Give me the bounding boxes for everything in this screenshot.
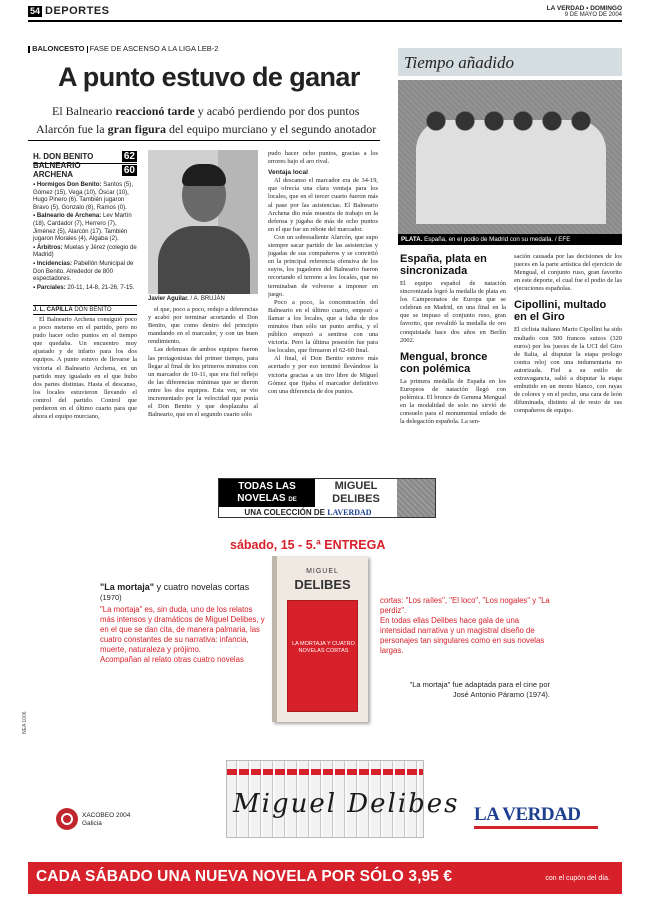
byline: J. L. CAPILLA DON BENITO bbox=[33, 305, 137, 315]
article-kicker bbox=[28, 44, 218, 53]
xacobeo-mark bbox=[61, 813, 73, 825]
article-subhead: Ventaja local bbox=[268, 169, 308, 177]
xacobeo-text: XACOBEO 2004 Galicia bbox=[82, 812, 131, 827]
sheet-item: ▪ Balneario de Archena: Lev Martín (18), Cardador (7), Herrero (7), Jiménez (5), Alarcón (17). También jugaron Morales (4), Algaba (2). bbox=[33, 212, 132, 243]
player-body bbox=[158, 226, 250, 294]
work-description-right-top: cortas: "Los raíles", "El loco", "Los nogales" y "La perdiz". bbox=[380, 596, 550, 615]
page-number: 54 bbox=[29, 6, 40, 16]
kicker-competition: FASE DE ASCENSO A LA LIGA LEB-2 bbox=[89, 44, 219, 53]
deck-rule bbox=[28, 140, 380, 141]
article-column-1: El Balneario Archena consiguió poco a poco meterse en el partido, pero no pudo hacer ocho puntos en el tiempo que quedaba. Un encuentro muy ajustado y de infarto para los dos equipos. A punto estuvo de llevarse la victoria el Balneario Archena, en un partido muy igualado en el que hubo dos partes distintas. Hasta el descanso, los locales estuvieron llevando el control del partido. Control que perdieron en el último cuarto para que ahora el equipo murciano, bbox=[33, 316, 137, 421]
work-description: "La mortaja" es, sin duda, uno de los relatos más intensos y dramáticos de Miguel Delibes, y en el que se dan cita, de manera palmaria, las cuatro constantes de su narrativa: infancia, muerte, naturaleza y prójimo. bbox=[100, 605, 265, 654]
la-verdad-logo bbox=[474, 804, 600, 836]
book-author-last: DELIBES bbox=[294, 577, 351, 592]
book-title: LA MORTAJA Y CUATRO NOVELAS CORTAS bbox=[292, 641, 355, 654]
home-score: 62 bbox=[123, 151, 135, 162]
la-verdad-wordmark: LA VERDAD bbox=[474, 804, 581, 825]
page-header bbox=[28, 5, 622, 19]
ad-date-line: sábado, 15 - 5.ª ENTREGA bbox=[230, 538, 386, 552]
article-deck-1: El Balneario reaccionó tarde y acabó perdiendo por dos puntos bbox=[52, 104, 360, 118]
work-description-right: En todas ellas Delibes hace gala de una intensidad narrativa y un magistral diseño de personajes tan singulares como en sus novelas largas. bbox=[380, 616, 545, 655]
player-photo bbox=[148, 150, 258, 294]
story-3-text: El ciclista italiano Mario Cipollini ha sido multado con 500 francos suizos (320 euros) por los jueces de la UCI del Giro de Italia, al disputar la etapa prologo contra reloj con una indumentaria no autorizada. Fiel a su estilo de extravagancia, salió a disputar la etapa embutido en un mono blanco, con rayas de colores y en el pecho, una cara de león difuminada, distinto al de resto de sus compañeros de equipo. bbox=[514, 326, 622, 415]
book-author-first: MIGUEL bbox=[306, 568, 339, 575]
promo-banner-main: CADA SÁBADO UNA NUEVA NOVELA POR SÓLO 3,95 € bbox=[36, 868, 453, 885]
away-score: 60 bbox=[123, 164, 135, 176]
sidebar-photo-caption: PLATA. España, en el podio de Madrid con su medalla. / EFE bbox=[398, 234, 622, 245]
home-team: H. DON BENITO bbox=[33, 152, 94, 161]
book-cover bbox=[272, 556, 368, 722]
away-team: BALNEARIO ARCHENA bbox=[33, 161, 81, 179]
sheet-item: ▪ Hormigos Don Benito: Santos (5), Gómez (15), Vega (10), Óscar (10), Hugo Pinero (6). También jugaron Bravo (5), Gonzalo (8), Ramos (0). bbox=[33, 181, 134, 211]
story-2-text: La primera medalla de España en los Europeos de natación llegó con polémica. El bronce de Gemma Mengual en la modalidad de solo no sirvió de consuelo para el monumental enfado de la delegación española. La sen- bbox=[400, 377, 506, 426]
photo-caption: Javier Aguilar. / A. BRUJÁN bbox=[148, 296, 225, 302]
collection-byline: UNA COLECCIÓN DE LAVERDAD bbox=[219, 507, 397, 518]
book-collection-row bbox=[226, 760, 460, 838]
film-note: "La mortaja" fue adaptada para el cine por José Antonio Páramo (1974). bbox=[409, 680, 550, 699]
work-title: "La mortaja" y cuatro novelas cortas bbox=[100, 582, 250, 592]
article-deck-2: Alarcón fue la gran figura del equipo murciano y el segundo anotador bbox=[36, 122, 377, 136]
kicker-bar bbox=[28, 46, 30, 53]
collection-logo bbox=[218, 478, 436, 518]
player-hair bbox=[182, 164, 226, 186]
sheet-item: ▪ Parciales: 20-11, 14-8, 21-26, 7-15. bbox=[33, 283, 135, 291]
xacobeo-logo bbox=[56, 808, 78, 830]
delibes-signature: Miguel Delibes bbox=[233, 789, 460, 819]
scoreboard bbox=[33, 150, 137, 179]
la-verdad-underline bbox=[474, 826, 598, 829]
game-sheet bbox=[33, 181, 137, 291]
article-column-3: pudo hacer ocho puntos, gracias a los errores bajo el aro rival. Ventaja local Al descanso el marcador era de 34-19, que ofrecía una clara ventaja para los locales, que en el tercer cuarto fueron más al pase por las asistencias. El Balneario Archena dio más muestra de trabajo en la defensa y jugaba de más de ocho puntos en el que fue un rebote del marcador. Con un sobresaliente Alarcón, que supo siempre sacar partido de las asistencias y jugadas de sus compañeros y se convirtió en la principal referencia ofensiva de los suyos, los jugadores del Balneario fueron recortando el terreno a los locales, que no terminaban de volverse a imponer en juego. Poco a poco, la concentración del Balneario en el último cuarto, empezó a llamar a los locales, que a falta de dos minutos iban sólo un punto arriba, y el público empezó a sentirse con una victoria. Pero la última posesión fue para los locales, que firmaron el 62-60 final. Al final, el Don Benito estuvo más acertado y por eso terminó llevándose la victoria gracias a un tiro libre de Miguel Gómez que fijaba el marcador definitivo con una diferencia de dos puntos. bbox=[268, 150, 378, 395]
ad-text-left bbox=[100, 582, 268, 665]
story-2-title: Mengual, bronce con polémica bbox=[400, 350, 488, 375]
kicker-bar-2 bbox=[87, 46, 88, 53]
promo-banner-small: con el cupón del día. bbox=[545, 875, 610, 882]
story-3-title: Cipollini, multado en el Giro bbox=[514, 299, 607, 324]
sidebar-col-2 bbox=[514, 253, 622, 469]
header-rule bbox=[28, 20, 622, 22]
sheet-item: ▪ Incidencias: Pabellón Municipal de Don Benito. Alrededor de 800 espectadores. bbox=[33, 259, 134, 283]
story-1-title: España, plata en sincronizada bbox=[400, 253, 487, 277]
sidebar-photo bbox=[398, 80, 622, 234]
collection-title-box: TODAS LAS NOVELAS DE bbox=[219, 479, 315, 507]
sheet-item: ▪ Árbitros: Muelas y Jérez (colegio de Madrid) bbox=[33, 243, 137, 259]
swimmer-heads bbox=[424, 106, 598, 136]
ad-side-code: NEA 1006 bbox=[22, 711, 28, 734]
sidebar-col-1 bbox=[400, 253, 506, 469]
article-column-2: el que, poco a poco, redujo a diferencias y acabó por terminar acortando el Don Benito, que como dentro del principio mandando en el marcador, y con un buen rendimiento. Las defensas de ambos equipos fueron las protagonistas del primer tiempo, para llegar al final de los primeros minutos con un marcador de 10-11, que era fiel reflejo de las diferencias mínimas que se dieron entre los dos equipos. Esta vez, se vio incrementado por la velocidad que ponía el Don Benito y que desplazaba al Balneario, que en el segundo cuarto sólo bbox=[148, 306, 258, 419]
section-name: DEPORTES bbox=[45, 5, 110, 17]
article-headline: A punto estuvo de ganar bbox=[58, 62, 360, 92]
issue-date: 9 DE MAYO DE 2004 bbox=[564, 12, 622, 18]
author-name-box: MIGUEL DELIBES bbox=[315, 479, 397, 507]
story-2-continued: sación causada por las decisiones de los jueces en la parte artística del ejercicio de Mengual, el conjunto ruso, gran favorito en este deporte, el cual fue el podio de las ejecuciones españolas. bbox=[514, 253, 622, 293]
ad-text-right bbox=[380, 596, 556, 656]
sidebar-title: Tiempo añadido bbox=[404, 53, 515, 72]
story-1-text: El equipo español de natación sincronizada logró la medalla de plata en los Campeonatos de Europa que se celebran en Madrid, en una final en la que se impuso el conjunto ruso, gran favorito, que revalidó la medalla de oro conquistada hace dos años en Berlín 2002. bbox=[400, 280, 506, 344]
sidebar-title-bar bbox=[398, 48, 622, 76]
kicker-sport: BALONCESTO bbox=[32, 44, 85, 53]
book-illustration bbox=[287, 600, 358, 712]
work-description-end: Acompañan al relato otras cuatro novelas bbox=[100, 655, 244, 664]
spines-red-band bbox=[227, 769, 423, 775]
author-portrait bbox=[397, 479, 436, 518]
promo-banner bbox=[28, 862, 622, 894]
work-year: (1970) bbox=[100, 593, 122, 602]
newspaper-name: LA VERDAD • DOMINGO bbox=[546, 5, 622, 12]
